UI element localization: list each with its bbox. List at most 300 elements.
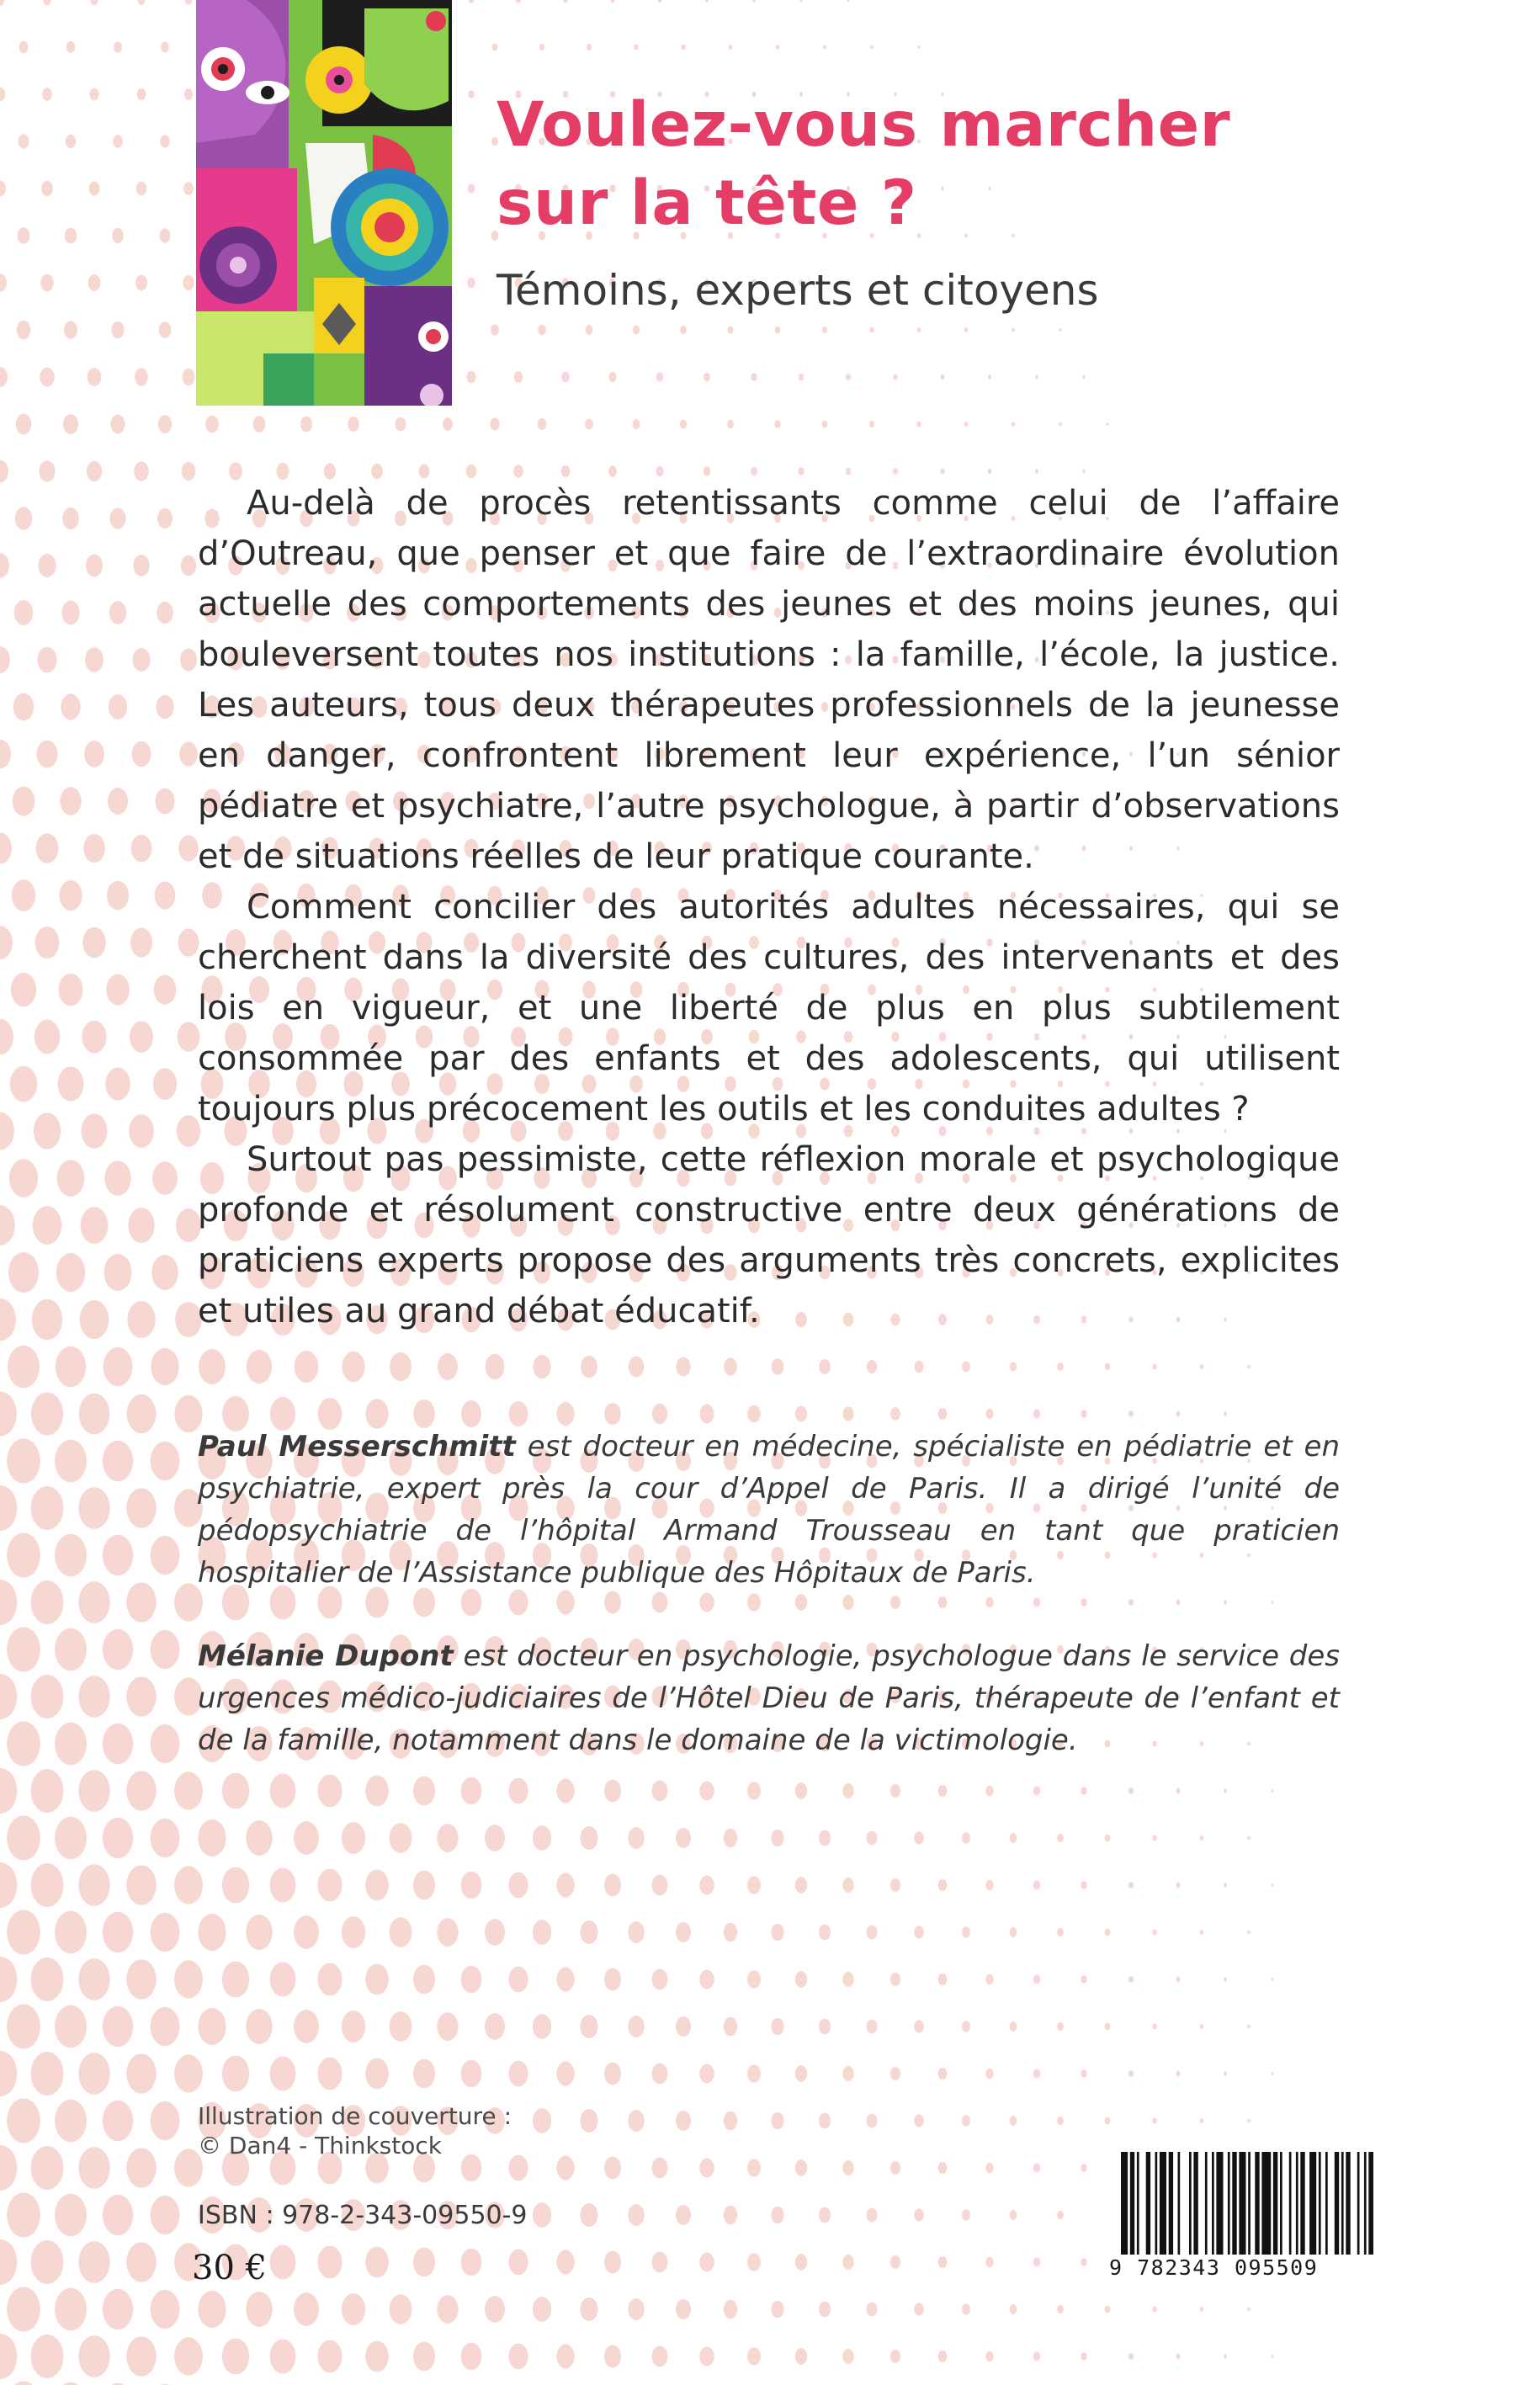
background-dot [437, 2012, 458, 2041]
background-dot [35, 927, 60, 959]
background-dot [104, 1254, 132, 1291]
background-dot [63, 414, 78, 434]
background-dot [917, 327, 921, 332]
background-dot [61, 601, 80, 625]
background-dot [1033, 1880, 1040, 1889]
barcode-bar [1121, 2152, 1128, 2255]
background-dot [110, 415, 125, 434]
background-dot [130, 1021, 153, 1052]
background-dot [751, 373, 757, 380]
background-dot [652, 2064, 668, 2085]
background-dot [604, 1403, 621, 1425]
background-dot [0, 181, 6, 197]
background-dot [58, 1066, 84, 1101]
background-dot [153, 1068, 177, 1099]
background-dot [1081, 2069, 1086, 2078]
background-dot [914, 2020, 923, 2032]
background-dot [652, 1969, 668, 1990]
background-dot [112, 228, 124, 243]
background-dot [516, 0, 521, 3]
background-dot [10, 1066, 37, 1102]
background-dot [556, 1968, 575, 1992]
background-dot [556, 2250, 575, 2275]
background-dot [486, 1354, 505, 1379]
blurb-paragraph: Surtout pas pessimiste, cette réflexion morale et psychologique profonde et résolument constructive entre deux générations de praticiens experts propose des arguments très concrets, explicites et utiles au grand débat éducatif. [198, 1140, 1340, 1331]
background-dot [437, 1918, 458, 1947]
background-dot [533, 1825, 551, 1851]
background-dot [676, 2016, 691, 2037]
background-dot [699, 1875, 714, 1894]
background-dot [151, 1630, 180, 1669]
background-dot [490, 418, 499, 431]
background-dot [772, 1358, 784, 1374]
background-dot [485, 1825, 505, 1851]
background-dot [799, 0, 803, 2]
background-dot [747, 1405, 761, 1423]
background-dot [0, 367, 8, 387]
background-dot [103, 1912, 133, 1952]
background-dot [556, 2156, 575, 2180]
background-dot [914, 1831, 923, 1844]
background-dot [538, 325, 545, 336]
barcode-bar [1319, 2152, 1321, 2255]
background-dot [680, 326, 687, 334]
background-dot [1081, 2258, 1086, 2266]
background-dot [962, 1832, 970, 1843]
background-dot [38, 554, 56, 577]
background-dot [699, 2252, 714, 2271]
background-dot [1152, 2306, 1157, 2312]
background-dot [652, 1404, 667, 1424]
background-dot [938, 2256, 948, 2268]
author-name: Paul Messerschmitt [198, 1430, 516, 1463]
background-dot [822, 421, 828, 428]
background-dot [533, 1920, 551, 1945]
background-dot [1105, 1929, 1111, 1936]
background-dot [771, 2018, 783, 2035]
background-dot [1200, 2118, 1203, 2123]
background-dot [247, 1350, 272, 1384]
barcode-bar [1273, 2152, 1277, 2255]
background-dot [585, 418, 593, 429]
background-dot [1247, 1836, 1250, 1841]
author-bio-text: est docteur en médecine, spécialiste en pédiatrie et en psychiatrie, expert près la cour d’Appel de Paris. Il a dirigé l’unité de pédopsychiatrie de l’hôpital Armand Trousseau en tant que praticien hospitalier de l’Assistance publique des Hôpitaux de Paris. [198, 1430, 1340, 1590]
background-dot [1224, 1883, 1227, 1887]
background-dot [508, 2344, 528, 2370]
background-dot [55, 1911, 87, 1954]
background-dot [508, 1872, 528, 1899]
background-dot [87, 461, 102, 481]
background-dot [467, 278, 475, 289]
background-dot [776, 45, 779, 50]
background-dot [78, 1864, 109, 1906]
background-dot [32, 1299, 62, 1340]
background-dot [0, 1392, 17, 1437]
background-dot [88, 274, 101, 291]
background-dot [390, 1352, 412, 1381]
cover-illustration-thumbnail [196, 0, 452, 406]
background-dot [1224, 2071, 1227, 2075]
background-dot [55, 1628, 87, 1671]
background-dot [699, 1969, 714, 1989]
background-dot [724, 2300, 738, 2319]
background-dot [819, 1925, 831, 1941]
background-dot [199, 1349, 226, 1384]
background-dot [1010, 2116, 1017, 2126]
background-dot [137, 88, 146, 100]
background-dot [365, 1870, 389, 1901]
background-dot [113, 135, 123, 148]
background-dot [819, 2019, 831, 2035]
blurb-paragraph: Au-delà de procès retentissants comme celui de l’affaire d’Outreau, que penser et que faire de l’extraordinaire évolution actuelle des comportements des jeunes et des moins jeunes, qui bouleversent toutes nos institutions : la famille, l’école, la justice. Les auteurs, tous deux thérapeutes professionnels de la jeunesse en danger, confrontent librement leur expérience, l’un sénior pédiatre et psychiatre, l’autre psychologue, à partir d’observations et de situations réelles de leur pratique courante. [198, 484, 1340, 876]
background-dot [1012, 328, 1015, 332]
background-dot [246, 1915, 272, 1950]
background-dot [0, 460, 8, 483]
background-dot [78, 2335, 109, 2377]
background-dot [317, 1869, 342, 1902]
background-dot [747, 2064, 761, 2082]
background-dot [161, 42, 169, 53]
background-dot [533, 2202, 551, 2228]
background-dot [1057, 1928, 1064, 1936]
background-dot [1128, 2353, 1134, 2360]
background-dot [126, 1488, 157, 1527]
background-dot [509, 1401, 528, 1426]
background-dot [938, 1408, 948, 1420]
background-dot [890, 1878, 900, 1892]
background-dot [7, 2193, 40, 2238]
background-dot [0, 1019, 13, 1054]
background-dot [151, 1536, 180, 1575]
background-dot [31, 1486, 64, 1530]
background-dot [604, 2063, 621, 2085]
background-dot [890, 1407, 900, 1421]
background-dot [798, 467, 804, 475]
background-dot [628, 1921, 644, 1943]
background-dot [365, 2247, 389, 2278]
background-dot [988, 469, 992, 474]
background-dot [31, 2146, 64, 2190]
background-dot [155, 789, 174, 815]
background-dot [151, 1819, 180, 1857]
background-dot [467, 371, 476, 384]
background-dot [31, 1769, 64, 1813]
background-dot [724, 2206, 738, 2224]
background-dot [365, 2341, 389, 2372]
background-dot [819, 1359, 830, 1374]
background-dot [632, 419, 640, 429]
background-dot [18, 227, 30, 244]
background-dot [178, 835, 198, 861]
background-dot [178, 1022, 200, 1052]
background-dot [938, 2350, 948, 2362]
background-dot [1176, 1977, 1181, 1983]
background-dot [747, 1970, 761, 1988]
barcode-bar [1189, 2152, 1192, 2255]
background-dot [437, 2295, 458, 2324]
background-dot [419, 464, 430, 478]
barcode-bar [1239, 2152, 1245, 2255]
background-dot [78, 1581, 109, 1623]
barcode-bar [1146, 2152, 1150, 2255]
background-dot [0, 832, 12, 863]
background-dot [103, 1724, 133, 1764]
background-dot [66, 41, 75, 53]
background-dot [533, 2108, 551, 2133]
background-dot [1128, 1976, 1134, 1983]
background-dot [915, 1361, 924, 1373]
background-dot [222, 2338, 249, 2374]
background-dot [9, 1159, 38, 1197]
background-dot [270, 2057, 296, 2091]
background-dot [1152, 1835, 1157, 1841]
background-dot [129, 1114, 154, 1148]
author-biographies [198, 1426, 1340, 1803]
background-dot [1247, 2119, 1250, 2123]
background-dot [42, 88, 52, 100]
background-dot [0, 2334, 17, 2379]
background-dot [556, 2345, 575, 2369]
background-dot [656, 466, 663, 476]
background-dot [198, 1914, 226, 1951]
background-dot [78, 2147, 109, 2189]
background-dot [514, 371, 523, 383]
background-dot [1152, 2117, 1157, 2123]
background-dot [652, 2158, 668, 2179]
barcode-bar [1255, 2152, 1259, 2255]
background-dot [795, 2348, 808, 2364]
background-dot [699, 2346, 714, 2366]
background-dot [1247, 1365, 1250, 1368]
barcode-bar [1341, 2152, 1344, 2255]
background-dot [89, 88, 98, 101]
background-dot [1224, 2354, 1227, 2358]
background-dot [941, 374, 945, 380]
credit-source: © Dan4 - Thinkstock [198, 2132, 442, 2159]
barcode-bar [1289, 2152, 1292, 2255]
background-dot [56, 1347, 86, 1387]
background-dot [78, 1770, 109, 1812]
background-dot [36, 833, 59, 863]
background-dot [867, 1831, 878, 1846]
background-dot [61, 693, 80, 720]
background-dot [676, 2205, 691, 2225]
background-dot [633, 326, 640, 335]
background-dot [7, 1439, 40, 1484]
background-dot [79, 1394, 109, 1435]
background-dot [37, 740, 58, 768]
background-dot [461, 1400, 481, 1427]
background-dot [0, 2145, 17, 2191]
background-dot [181, 555, 196, 576]
background-dot [413, 1965, 435, 1995]
background-dot [443, 417, 453, 431]
background-dot [799, 374, 804, 381]
background-dot [846, 468, 852, 475]
background-dot [183, 275, 194, 290]
background-dot [938, 2068, 948, 2080]
background-dot [539, 44, 544, 50]
barcode-bar [1205, 2152, 1208, 2255]
background-dot [728, 326, 734, 333]
background-dot [0, 0, 4, 6]
background-dot [158, 415, 172, 433]
background-dot [66, 135, 76, 148]
background-dot [126, 2242, 157, 2281]
background-dot [538, 418, 546, 430]
book-subtitle: Témoins, experts et citoyens [497, 266, 1099, 315]
background-dot [127, 1394, 157, 1433]
background-dot [40, 274, 53, 292]
background-dot [581, 2015, 598, 2038]
background-dot [1106, 422, 1108, 426]
background-dot [136, 182, 146, 195]
barcode-bar [1193, 2152, 1197, 2255]
background-dot [676, 2299, 691, 2319]
background-dot [1247, 1931, 1250, 1935]
background-dot [8, 1346, 40, 1389]
background-dot [126, 2053, 157, 2093]
background-dot [890, 2350, 900, 2363]
background-dot [485, 2296, 505, 2323]
background-dot [628, 2204, 644, 2226]
barcode [1102, 2148, 1383, 2287]
background-dot [628, 2298, 644, 2320]
background-dot [563, 0, 567, 3]
background-dot [1059, 328, 1061, 332]
background-dot [461, 2060, 482, 2088]
background-dot [704, 373, 710, 381]
background-dot [157, 508, 173, 529]
background-dot [1057, 2211, 1064, 2219]
background-dot [1128, 1410, 1134, 1417]
background-dot [31, 2240, 64, 2284]
background-dot [1271, 1883, 1273, 1887]
background-dot [0, 1957, 17, 2002]
background-dot [964, 327, 968, 332]
background-dot [658, 0, 662, 3]
background-dot [126, 1582, 157, 1622]
background-dot [0, 274, 7, 291]
background-dot [1059, 422, 1062, 427]
background-dot [294, 1821, 319, 1855]
credit-label: Illustration de couverture : [198, 2102, 512, 2130]
background-dot [729, 45, 733, 50]
background-dot [55, 2194, 87, 2237]
background-dot [867, 2208, 878, 2223]
background-dot [396, 417, 406, 432]
background-dot [1081, 2352, 1086, 2361]
background-dot [151, 2196, 180, 2234]
background-dot [127, 1301, 155, 1338]
barcode-bar [1357, 2152, 1360, 2255]
book-title [497, 86, 1230, 242]
background-dot [31, 2052, 64, 2096]
background-dot [1033, 2257, 1040, 2266]
background-dot [485, 2013, 505, 2040]
background-dot [185, 0, 192, 5]
background-dot [174, 2054, 203, 2092]
background-dot [104, 1161, 130, 1196]
book-title-line-2: sur la tête ? [497, 167, 917, 239]
background-dot [159, 321, 172, 337]
background-dot [747, 2253, 761, 2271]
background-dot [78, 2241, 109, 2283]
background-dot [12, 879, 35, 911]
background-dot [324, 463, 336, 479]
background-dot [82, 1021, 106, 1054]
background-dot [819, 2207, 831, 2223]
background-dot [533, 1355, 550, 1378]
background-dot [1200, 2307, 1203, 2312]
background-dot [294, 1915, 319, 1949]
background-dot [1176, 1883, 1181, 1888]
background-dot [847, 0, 849, 2]
background-dot [86, 555, 103, 577]
background-dot [962, 2021, 970, 2032]
background-dot [41, 181, 52, 196]
background-dot [1057, 2305, 1064, 2313]
background-dot [1010, 2210, 1017, 2220]
background-dot [390, 2294, 412, 2324]
background-dot [0, 2239, 17, 2285]
background-dot [985, 2351, 994, 2362]
barcode-bar [1364, 2152, 1367, 2255]
background-dot [155, 882, 176, 910]
background-dot [724, 2111, 738, 2130]
background-dot [985, 2069, 994, 2080]
background-dot [180, 649, 197, 672]
barcode-bar [1368, 2152, 1373, 2255]
background-dot [628, 1827, 644, 1849]
background-dot [842, 2160, 853, 2175]
background-dot [0, 1580, 17, 1625]
background-dot [822, 327, 827, 333]
background-dot [1271, 2072, 1273, 2075]
background-dot [19, 134, 29, 148]
background-dot [629, 1357, 645, 1378]
background-dot [11, 973, 36, 1007]
background-dot [7, 2382, 40, 2385]
background-dot [133, 555, 149, 576]
background-dot [110, 507, 126, 529]
background-dot [38, 647, 57, 673]
background-dot [198, 2291, 226, 2328]
background-dot [151, 1255, 178, 1290]
background-dot [7, 1722, 40, 1766]
background-dot [1105, 2306, 1111, 2313]
background-dot [819, 2302, 831, 2318]
background-dot [561, 372, 570, 383]
background-dot [870, 45, 873, 50]
background-dot [177, 1115, 200, 1147]
background-dot [604, 1874, 621, 1897]
background-dot [0, 1485, 17, 1531]
background-dot [111, 321, 124, 338]
background-dot [81, 1113, 107, 1148]
background-dot [938, 1973, 948, 1985]
background-dot [246, 2009, 272, 2044]
background-dot [103, 2289, 133, 2329]
background-dot [1152, 2023, 1157, 2029]
background-dot [342, 1822, 365, 1854]
background-dot [413, 1400, 435, 1428]
background-dot [795, 1877, 808, 1893]
background-dot [771, 2301, 783, 2318]
background-dot [151, 2007, 180, 2046]
background-dot [1105, 1835, 1111, 1842]
background-dot [469, 0, 474, 3]
